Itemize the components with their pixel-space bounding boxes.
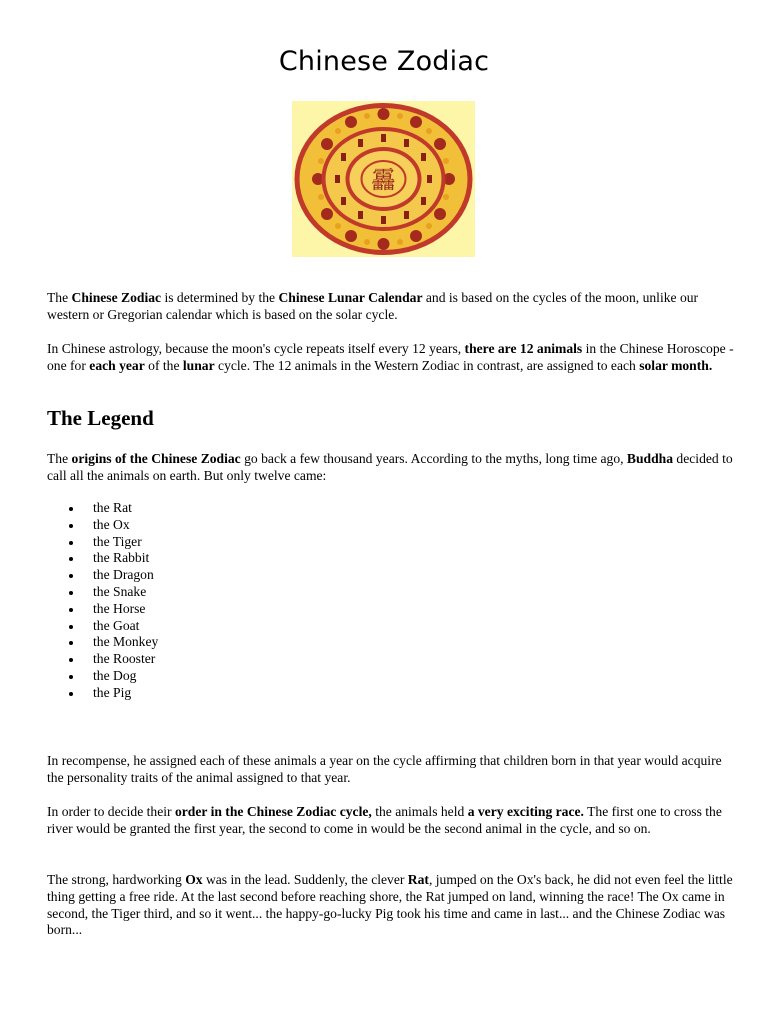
animal-list: [47, 500, 158, 702]
legend-paragraph-1: The origins of the Chinese Zodiac go back a few thousand years. According to the myths, long time ago, Buddha decided to call all the animals on earth. But only twelve came:: [47, 451, 733, 483]
list-item: the Pig: [47, 685, 158, 702]
intro-paragraph-1: The Chinese Zodiac is determined by the Chinese Lunar Calendar and is based on the cycles of the moon, unlike our western or Gregorian calendar which is based on the solar cycle.: [47, 290, 699, 322]
list-item: the Dragon: [47, 567, 158, 584]
list-item: the Rat: [47, 500, 158, 517]
list-item: the Dog: [47, 668, 158, 685]
intro-paragraph-2: In Chinese astrology, because the moon's cycle repeats itself every 12 years, there are 12 animals in the Chinese Horoscope - one for each year of the lunar cycle. The 12 animals in the Western Zodiac in contrast, are assigned to each solar month.: [47, 341, 734, 373]
page-title: Chinese Zodiac: [278, 46, 490, 77]
emblem-center-character: 靐: [371, 166, 396, 194]
list-item: the Ox: [47, 517, 158, 534]
list-item: the Tiger: [47, 534, 158, 551]
list-item: the Rabbit: [47, 550, 158, 567]
legend-paragraph-4: The strong, hardworking Ox was in the lead. Suddenly, the clever Rat, jumped on the Ox's back, he did not even feel the little thing getting a free ride. At the last second before reaching shore, the Rat jumped on land, winning the race! The Ox came in second, the Tiger third, and so it went... the happy-go-lucky Pig took his time and came in last... and the Chinese Zodiac was born...: [47, 872, 733, 938]
legend-paragraph-3: In order to decide their order in the Chinese Zodiac cycle, the animals held a very exciting race. The first one to cross the river would be granted the first year, the second to come in would be the second animal in the cycle, and so on.: [47, 804, 722, 836]
legend-paragraph-2: In recompense, he assigned each of these animals a year on the cycle affirming that children born in that year would acquire the personality traits of the animal assigned to that year.: [47, 753, 722, 785]
list-item: the Monkey: [47, 634, 158, 651]
list-item: the Goat: [47, 618, 158, 635]
list-item: the Rooster: [47, 651, 158, 668]
legend-heading: The Legend: [47, 406, 154, 430]
chinese-zodiac-wheel-icon: [292, 101, 475, 257]
list-item: the Snake: [47, 584, 158, 601]
list-item: the Horse: [47, 601, 158, 618]
